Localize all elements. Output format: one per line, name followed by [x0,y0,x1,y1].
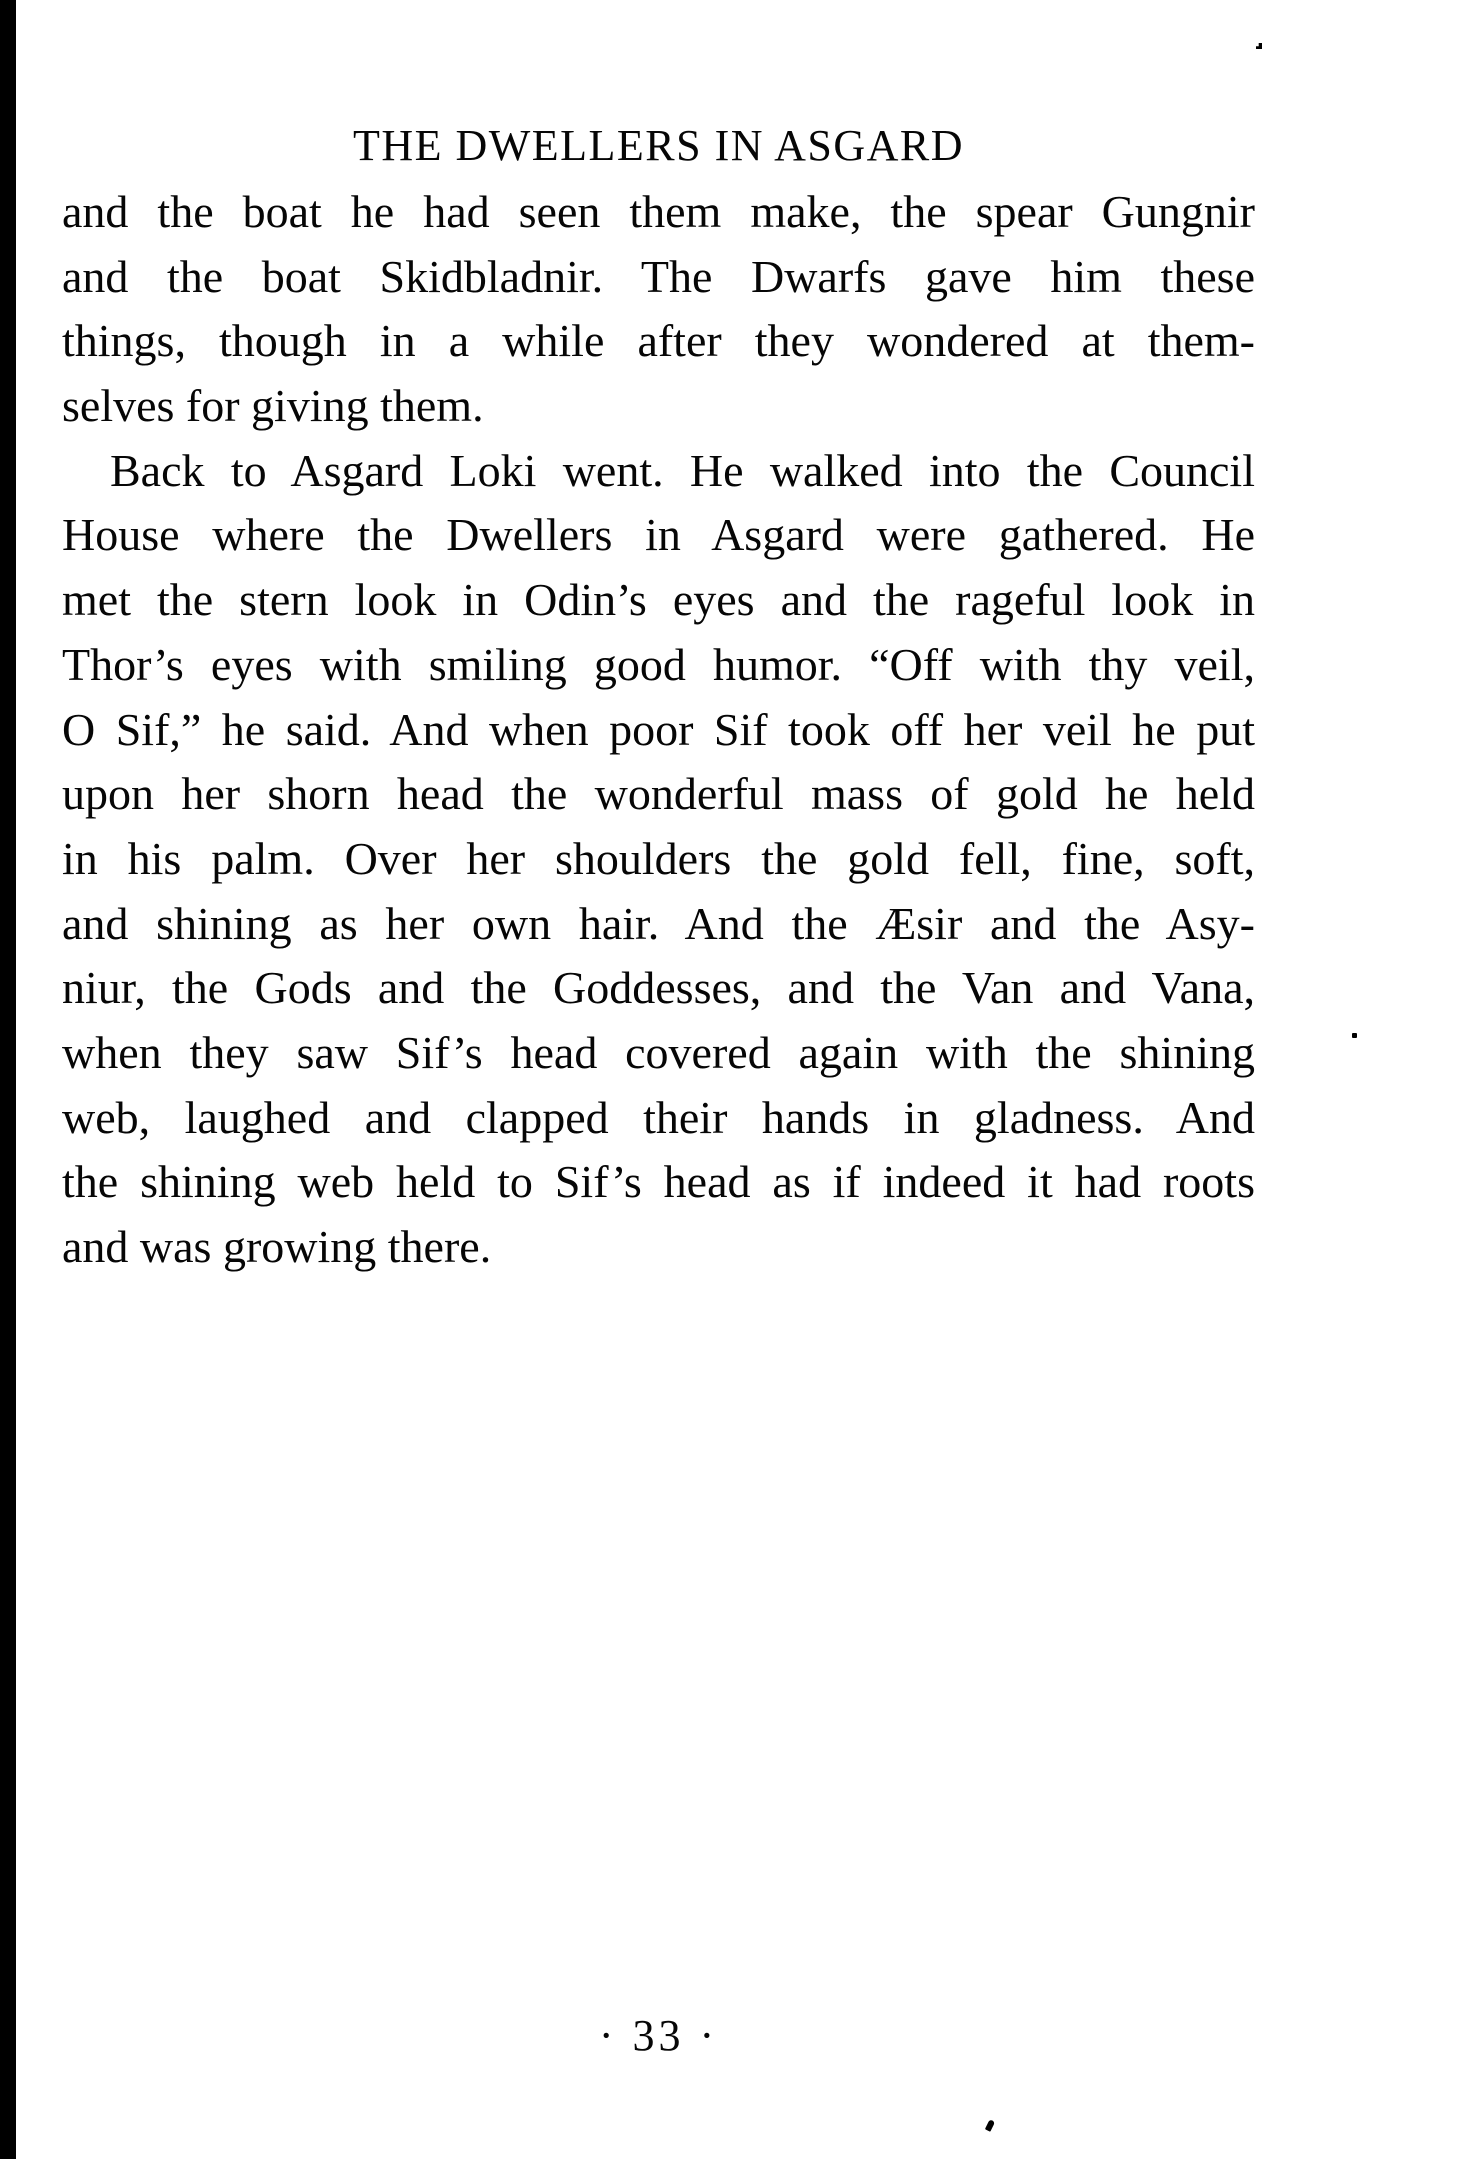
body-text [62,180,1255,1280]
text-line: met the stern look in Odin’s eyes and the rageful look in [62,574,1255,626]
scan-speck-3 [985,2119,995,2132]
text-line: House where the Dwellers in Asgard were gathered. He [62,509,1255,561]
text-line: when they saw Sif’s head covered again with the shining [62,1026,1255,1078]
text-line: Back to Asgard Loki went. He walked into the Council [110,444,1255,496]
text-line: O Sif,” he said. And when poor Sif took off her veil he put [62,703,1255,755]
text-line: in his palm. Over her shoulders the gold fell, fine, soft, [62,832,1255,884]
text-line: niur, the Gods and the Goddesses, and the Van and Vana, [62,962,1255,1014]
text-line: the shining web held to Sif’s head as if indeed it had roots [62,1156,1255,1208]
page-number: · 33 · [598,2011,719,2060]
text-line: selves for giving them. [62,380,484,432]
text-line: and the boat he had seen them make, the spear Gungnir [62,186,1255,237]
text-line: and shining as her own hair. And the Æsir and the Asy- [62,897,1255,949]
text-line: and the boat Skidbladnir. The Dwarfs gave him these [62,250,1255,302]
text-line: web, laughed and clapped their hands in gladness. And [62,1091,1255,1143]
text-line: and was growing there. [62,1221,492,1272]
binding-edge-bar [0,0,16,2159]
text-line: things, though in a while after they wondered at them- [62,315,1255,367]
running-header: THE DWELLERS IN ASGARD [352,121,965,170]
text-line: upon her shorn head the wonderful mass of gold he held [62,768,1255,820]
scan-speck-1 [1256,43,1262,49]
scan-speck-2 [1352,1033,1357,1038]
text-line: Thor’s eyes with smiling good humor. “Off with thy veil, [62,638,1255,690]
